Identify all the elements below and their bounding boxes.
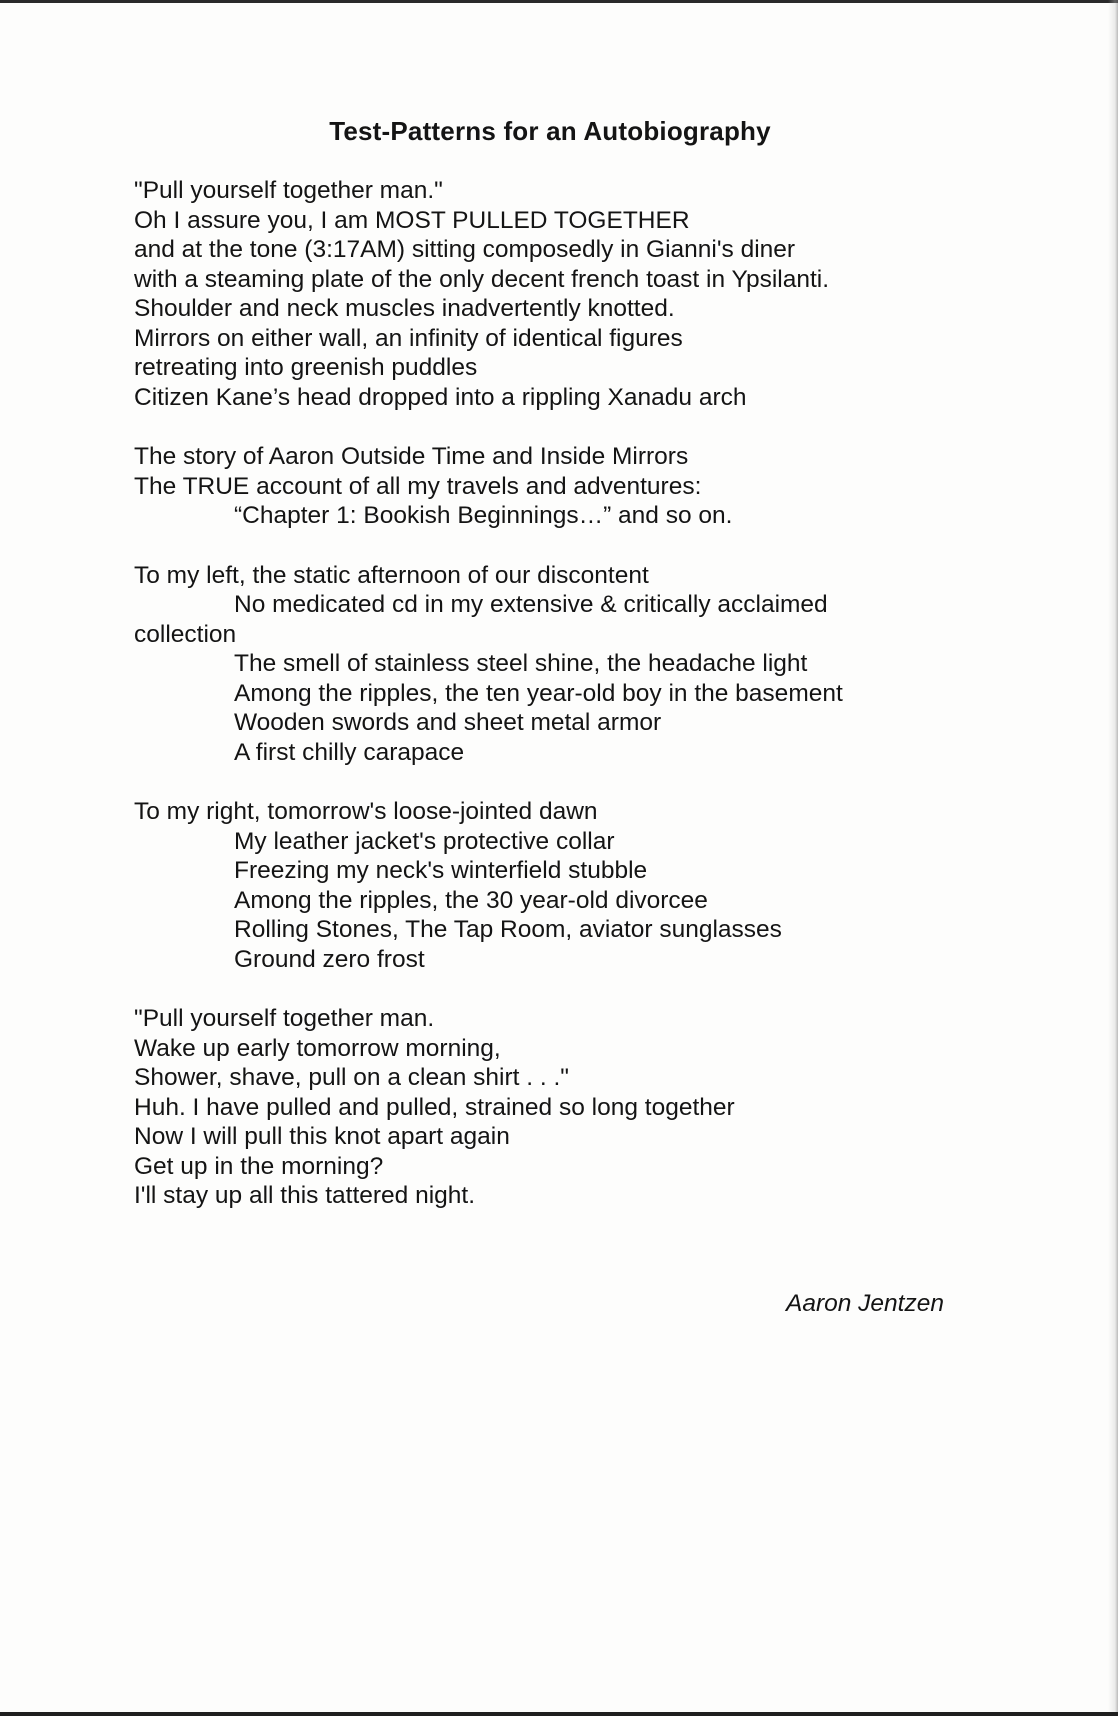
scan-edge-right <box>1108 0 1118 1716</box>
poem-line: The TRUE account of all my travels and adventures: <box>134 472 702 500</box>
poem-line: To my left, the static afternoon of our discontent <box>134 561 649 589</box>
stanza-2 <box>134 442 994 531</box>
stanza-5 <box>134 1004 994 1211</box>
poem-line: Ground zero frost <box>234 945 425 973</box>
poem-line: retreating into greenish puddles <box>134 354 478 381</box>
scan-edge-top <box>0 0 1118 3</box>
stanza-1 <box>134 176 994 412</box>
stanza-4 <box>134 797 994 974</box>
author-signature: Aaron Jentzen <box>786 1290 944 1317</box>
poem-line: Mirrors on either wall, an infinity of identical figures <box>134 324 683 352</box>
poem-line: Rolling Stones, The Tap Room, aviator sunglasses <box>234 916 782 943</box>
poem-line: The smell of stainless steel shine, the headache light <box>234 650 808 677</box>
poem-line: and at the tone (3:17AM) sitting composedly in Gianni's diner <box>134 236 796 263</box>
poem-line: “Chapter 1: Bookish Beginnings…” and so on. <box>234 502 733 529</box>
poem-line: Oh I assure you, I am MOST PULLED TOGETHER <box>134 206 690 234</box>
poem-line: Among the ripples, the ten year-old boy in the basement <box>234 679 843 707</box>
poem-body <box>134 176 994 1211</box>
poem-line: Shower, shave, pull on a clean shirt . . ." <box>134 1064 569 1091</box>
poem-line: Wooden swords and sheet metal armor <box>234 709 662 736</box>
poem-line: Wake up early tomorrow morning, <box>134 1034 501 1062</box>
scan-edge-bottom <box>0 1712 1118 1716</box>
stanza-3 <box>134 561 994 768</box>
poem-line: The story of Aaron Outside Time and Inside Mirrors <box>134 443 689 470</box>
poem-line: Shoulder and neck muscles inadvertently knotted. <box>134 295 675 322</box>
poem-line: Freezing my neck's winterfield stubble <box>234 857 648 884</box>
poem-line: To my right, tomorrow's loose-jointed dawn <box>134 798 598 825</box>
poem-line: Huh. I have pulled and pulled, strained so long together <box>134 1093 735 1121</box>
poem-line: A first chilly carapace <box>234 738 465 766</box>
poem-line: My leather jacket's protective collar <box>234 827 615 855</box>
poem-line: collection <box>134 620 237 648</box>
poem-line: Citizen Kane’s head dropped into a rippling Xanadu arch <box>134 383 747 411</box>
poem-line: Get up in the morning? <box>134 1152 384 1180</box>
poem-line: with a steaming plate of the only decent french toast in Ypsilanti. <box>134 265 830 293</box>
poem-line: Now I will pull this knot apart again <box>134 1123 510 1150</box>
poem-line: Among the ripples, the 30 year-old divorcee <box>234 886 708 914</box>
poem-line: I'll stay up all this tattered night. <box>134 1182 476 1209</box>
poem-title: Test-Patterns for an Autobiography <box>329 116 771 146</box>
poem-line: "Pull yourself together man. <box>134 1005 435 1032</box>
poem-line: No medicated cd in my extensive & critically acclaimed <box>234 591 828 618</box>
poem-line: "Pull yourself together man." <box>134 177 443 204</box>
